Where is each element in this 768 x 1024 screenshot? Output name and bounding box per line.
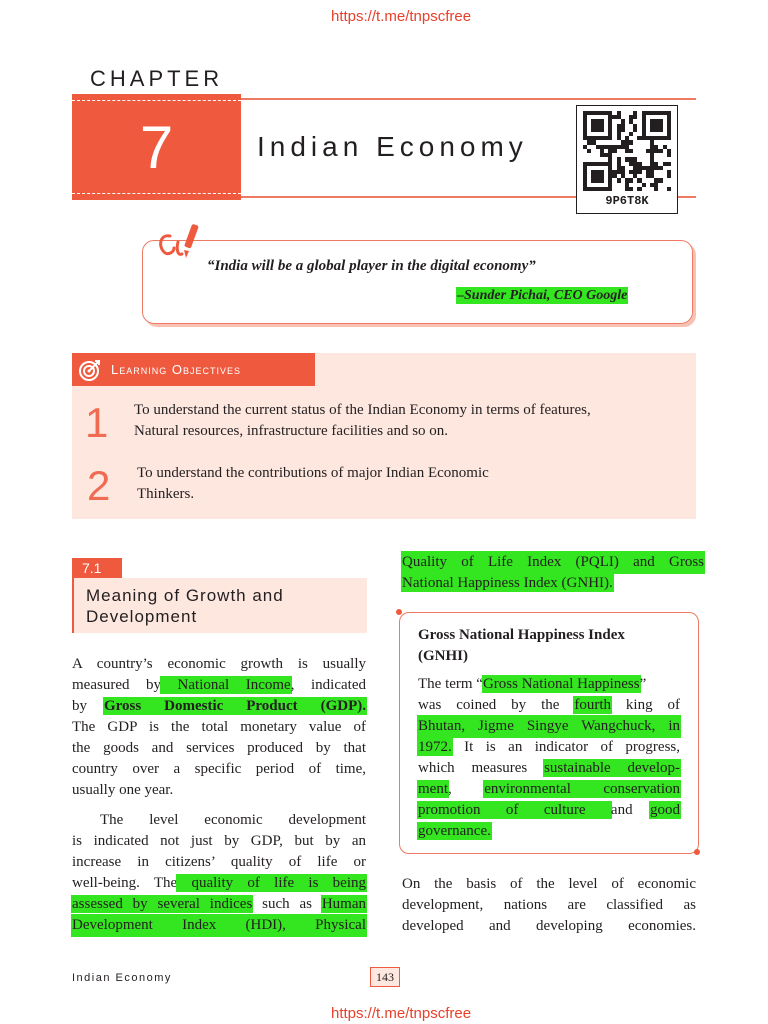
- gnhi-box-body: [418, 674, 680, 842]
- qr-code[interactable]: [576, 105, 678, 214]
- text-line: [418, 716, 680, 737]
- text-line: [384, 552, 704, 573]
- text-line: [72, 894, 366, 915]
- box-title-line: Gross National Happiness Index: [418, 627, 625, 643]
- section-number: 7.1: [72, 558, 122, 578]
- learning-objectives-header: [72, 353, 315, 386]
- highlight-culture: promotion of culture: [418, 802, 611, 818]
- text-line: [72, 696, 366, 717]
- highlight-governance: governance.: [418, 823, 491, 839]
- highlight-good: good: [650, 802, 680, 818]
- page-number: 143: [370, 967, 400, 987]
- text-line: developed and developing economies.: [402, 918, 696, 934]
- quote-author: [457, 288, 627, 304]
- text-line: [418, 779, 680, 800]
- text-line: country over a specific period of time,: [72, 761, 366, 777]
- text-run: ”: [639, 676, 647, 692]
- text-line: [72, 675, 366, 696]
- box-title-line: (GNHI): [418, 648, 468, 664]
- text-run: , indicated: [290, 677, 366, 693]
- text-line: On the basis of the level of economic: [402, 876, 696, 892]
- highlight-ment: ment: [418, 781, 448, 797]
- qr-module: [667, 187, 671, 191]
- text-line: [418, 821, 680, 842]
- text-line: usually one year.: [72, 782, 174, 798]
- text-line: [418, 674, 680, 695]
- paragraph-classification: [402, 874, 696, 937]
- highlight-1972: 1972.: [418, 739, 452, 755]
- highlight-indices: assessed by several indices: [72, 896, 253, 912]
- text-run: by: [72, 698, 104, 714]
- highlight-fourth: fourth: [574, 697, 611, 713]
- section-title-line: Development: [86, 607, 198, 626]
- text-run: and: [610, 802, 650, 818]
- quote-text: “India will be a global player in the digital economy”: [207, 258, 536, 274]
- footer-link[interactable]: https://t.me/tnpscfree: [331, 1005, 472, 1022]
- text-run: which measures: [418, 760, 545, 776]
- text-line: development, nations are classified as: [402, 897, 696, 913]
- target-icon: [78, 358, 102, 382]
- objective-line: Thinkers.: [137, 486, 195, 502]
- qr-code-label: 9P6T8K: [605, 194, 649, 208]
- text-line: increase in citizens’ quality of life or: [72, 854, 366, 870]
- highlight-gdp: Gross Domestic Product (GDP).: [103, 698, 367, 714]
- text-line: [418, 758, 680, 779]
- objective-number: 2: [87, 462, 111, 509]
- highlight-gnh: Gross National Happiness: [482, 676, 640, 692]
- footer-title: Indian Economy: [72, 972, 172, 984]
- objective-number: 1: [85, 399, 109, 446]
- header-link[interactable]: https://t.me/tnpscfree: [331, 8, 472, 25]
- highlight-pqli: Quality of Life Index (PQLI) and Gross: [402, 552, 704, 573]
- chapter-title: Indian Economy: [257, 131, 528, 162]
- text-line: The GDP is the total monetary value of: [72, 719, 366, 735]
- paragraph-growth: [72, 654, 366, 801]
- text-line: [418, 737, 680, 758]
- paragraph-development: [72, 810, 366, 936]
- objective-line: To understand the current status of the Indian Economy in terms of features,: [134, 402, 591, 418]
- highlight-environment: environmental conservation: [484, 781, 680, 797]
- highlight-bhutan: Bhutan, Jigme Singye Wangchuck, in: [418, 716, 680, 737]
- quote-box: [142, 240, 693, 324]
- objective-line: To understand the contributions of major Indian Economic: [137, 465, 489, 481]
- text-run: ,: [448, 781, 485, 797]
- paragraph-pqli: [384, 552, 704, 594]
- text-line: [418, 800, 680, 821]
- text-run: The term “: [418, 676, 483, 692]
- text-run: well-being. The: [72, 875, 178, 891]
- text-run: was coined by the: [418, 697, 575, 713]
- objective-text: [134, 400, 591, 442]
- quote-author-highlight: –Sunder Pichai, CEO Google: [457, 288, 628, 303]
- text-line: is indicated not just by GDP, but by an: [72, 833, 366, 849]
- learning-objectives-title: Learning Objectives: [111, 362, 241, 377]
- objective-line: Natural resources, infrastructure facilities and so on.: [134, 423, 449, 439]
- highlight-hdi: Development Index (HDI), Physical: [72, 915, 366, 936]
- text-run: such as: [252, 896, 322, 912]
- highlight-gnhi: National Happiness Index (GNHI).: [402, 575, 613, 591]
- section-title: [86, 585, 284, 627]
- gnhi-box-title: [418, 625, 680, 667]
- text-line: The level economic development: [100, 812, 366, 828]
- text-line: the goods and services produced by that: [72, 740, 366, 756]
- chapter-number: 7: [139, 113, 174, 181]
- text-line: A country’s economic growth is usually: [72, 656, 366, 672]
- highlight-human: Human: [321, 896, 366, 912]
- objective-text: [137, 463, 489, 505]
- chapter-top-rule: [241, 98, 696, 100]
- text-line: [72, 873, 366, 894]
- text-line: [418, 695, 680, 716]
- chapter-number-box: [72, 94, 241, 200]
- qr-pattern: [583, 111, 671, 191]
- highlight-quality-of-life: quality of life is being: [177, 875, 366, 891]
- highlight-national-income: National Income: [161, 677, 291, 693]
- text-line: [384, 573, 704, 594]
- chapter-label: CHAPTER: [90, 66, 224, 91]
- box-corner-dot: [694, 849, 700, 855]
- text-run: It is an indicator of progress,: [451, 739, 680, 755]
- pen-icon: [154, 222, 202, 266]
- text-run: measured by: [72, 677, 162, 693]
- text-line: [72, 915, 366, 936]
- text-run: king of: [611, 697, 681, 713]
- box-corner-dot: [396, 609, 402, 615]
- section-title-line: Meaning of Growth and: [86, 586, 284, 605]
- highlight-sustainable: sustainable develop-: [544, 760, 680, 776]
